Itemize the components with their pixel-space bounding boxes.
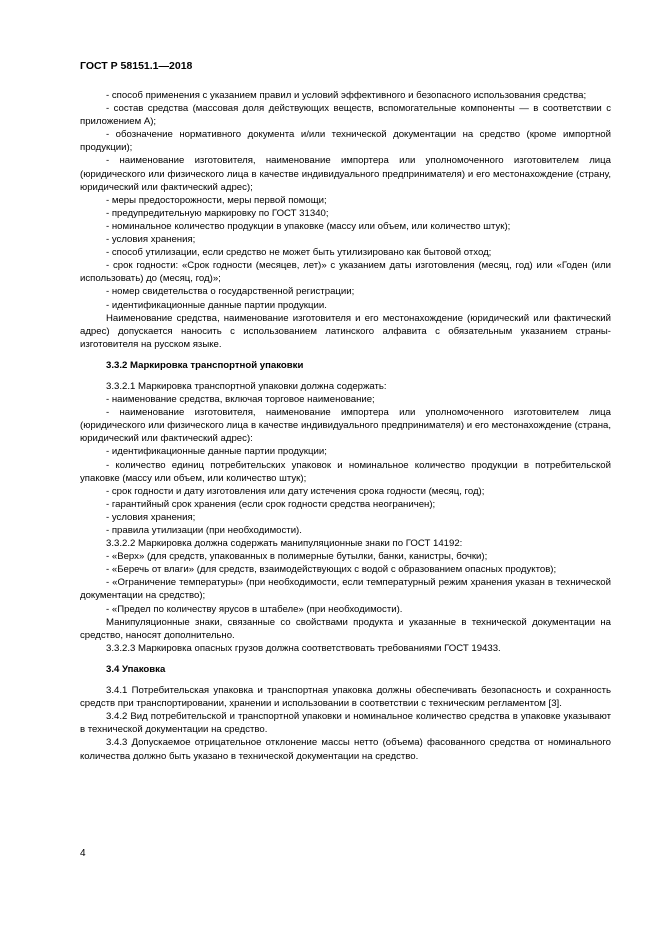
list-item: - срок годности и дату изготовления или дату истечения срока годности (месяц, год);: [106, 485, 485, 497]
paragraph: 3.4.2 Вид потребительской и транспортной упаковки и номинальное количество средства в упаковке указывают в технической документации на средство.: [80, 711, 611, 736]
labeling-list: [80, 89, 611, 351]
list-item: - наименование изготовителя, наименование импортера или уполномоченного изготовителем лица (юридического или физического лица в качестве индивидуального предпринимателя) и его местонахождение (страна, юридический или фактический адрес):: [80, 407, 611, 445]
spacer: [80, 676, 611, 684]
spacer: [80, 655, 611, 663]
list-item: - меры предосторожности, меры первой помощи;: [106, 194, 327, 206]
list-item: - способ применения с указанием правил и условий эффективного и безопасного использования средства;: [106, 90, 587, 101]
section-heading: 3.3.2 Маркировка транспортной упаковки: [106, 359, 304, 371]
list-item: - правила утилизации (при необходимости).: [106, 525, 302, 536]
section-3-3-2: [80, 359, 611, 655]
section-3-4: [80, 663, 611, 763]
paragraph: 3.3.2.2 Маркировка должна содержать манипуляционные знаки по ГОСТ 14192:: [106, 538, 463, 550]
spacer: [80, 351, 611, 359]
list-item: - состав средства (массовая доля действующих веществ, вспомогательные компоненты — в соответствии с приложением А);: [80, 103, 611, 128]
paragraph: Манипуляционные знаки, связанные со свойствами продукта и указанные в технической документации на средство, наносят дополнительно.: [80, 616, 611, 641]
paragraph: 3.4.1 Потребительская упаковка и транспортная упаковка должны обеспечивать безопасность и сохранность средств при транспортировании, хранении и использовании в соответствии с техническим регламентом [3].: [80, 685, 611, 710]
paragraph: 3.4.3 Допускаемое отрицательное отклонение массы нетто (объема) фасованного средства от номинального количества должно быть указано в технической документации на средство.: [80, 737, 611, 762]
list-item: - номинальное количество продукции в упаковке (массу или объем, или количество штук);: [106, 220, 511, 232]
list-item: - «Беречь от влаги» (для средств, взаимодействующих с водой с образованием опасных продуктов);: [106, 564, 557, 576]
list-item: - «Ограничение температуры» (при необходимости, если температурный режим хранения указан в технической документации на средство);: [80, 577, 611, 602]
list-item: - наименование средства, включая торговое наименование;: [106, 394, 375, 406]
document-body: [80, 89, 611, 763]
paragraph: 3.3.2.3 Маркировка опасных грузов должна соответствовать требованиями ГОСТ 19433.: [106, 642, 501, 654]
list-item: - обозначение нормативного документа и/или технической документации на средство (кроме импортной продукции);: [80, 129, 611, 154]
list-item: - гарантийный срок хранения (если срок годности средства неограничен);: [106, 498, 436, 510]
list-item: - «Предел по количеству ярусов в штабеле» (при необходимости).: [106, 603, 403, 615]
list-item: - условия хранения;: [106, 234, 196, 246]
list-item: - условия хранения;: [106, 511, 196, 523]
document-header: ГОСТ Р 58151.1—2018: [80, 60, 193, 72]
list-item: - количество единиц потребительских упаковок и номинальное количество продукции в потребительской упаковке (массу или объем, или количество штук);: [80, 459, 611, 484]
paragraph: Наименование средства, наименование изготовителя и его местонахождение (юридический или фактический адрес) допускается наносить с использованием латинского алфавита с обязательным указанием страны-изготовителя на русском языке.: [80, 312, 611, 350]
list-item: - идентификационные данные партии продукции;: [106, 446, 327, 458]
spacer: [80, 372, 611, 380]
page-number: 4: [80, 848, 86, 859]
paragraph: 3.3.2.1 Маркировка транспортной упаковки должна содержать:: [106, 380, 387, 392]
list-item: - срок годности: «Срок годности (месяцев, лет)» с указанием даты изготовления (месяц, год) или «Годен (или использовать) до (месяц, год)»;: [80, 260, 611, 285]
list-item: - способ утилизации, если средство не может быть утилизировано как бытовой отход;: [106, 247, 492, 259]
section-heading: 3.4 Упаковка: [106, 663, 166, 675]
list-item: - наименование изготовителя, наименование импортера или уполномоченного изготовителем лица (юридического или физического лица в качестве индивидуального предпринимателя) и его местонахождение (страну, юридический или фактический адрес);: [80, 155, 611, 193]
list-item: - идентификационные данные партии продукции.: [106, 299, 327, 311]
list-item: - «Верх» (для средств, упакованных в полимерные бутылки, банки, канистры, бочки);: [106, 551, 488, 563]
list-item: - номер свидетельства о государственной регистрации;: [106, 286, 355, 298]
list-item: - предупредительную маркировку по ГОСТ 31340;: [106, 207, 329, 219]
